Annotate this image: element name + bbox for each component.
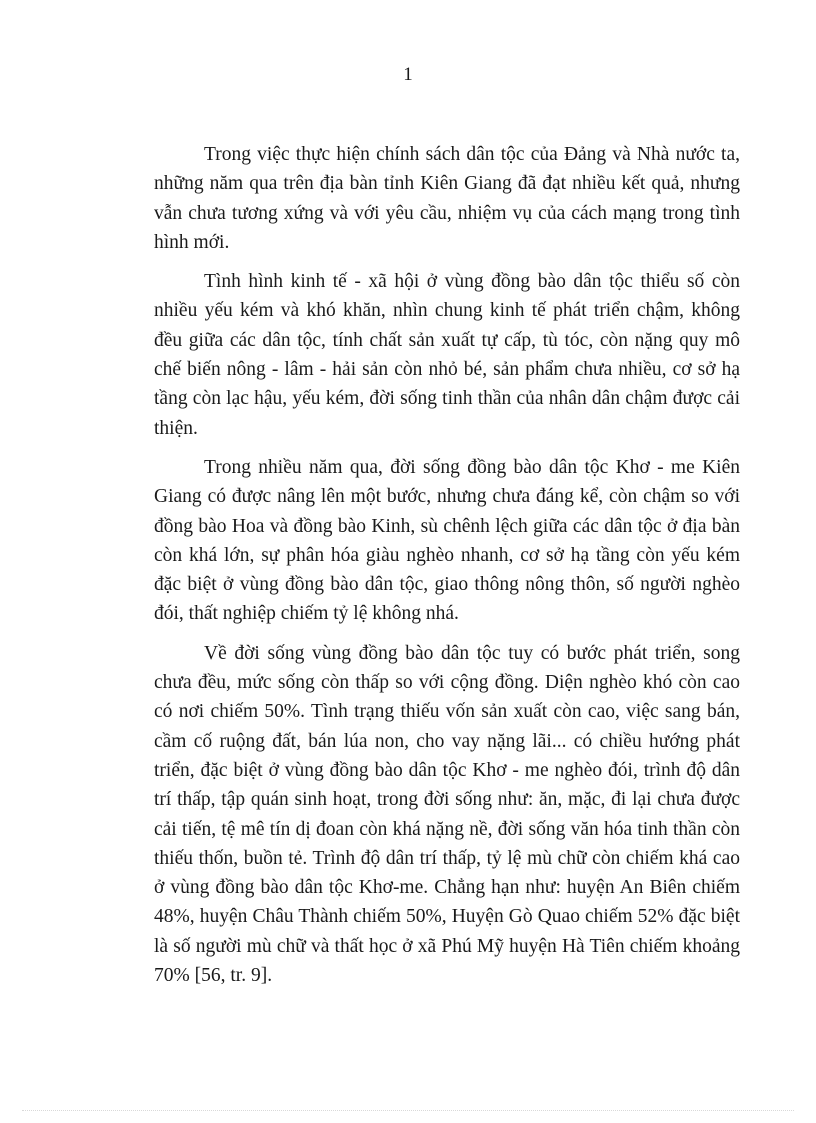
page-bottom-divider — [22, 1110, 794, 1111]
paragraph-2: Tình hình kinh tế - xã hội ở vùng đồng bào dân tộc thiểu số còn nhiều yếu kém và khó khăn, nhìn chung kinh tế phát triển chậm, không đều giữa các dân tộc, tính chất sản xuất tự cấp, tù tóc, còn nặng quy mô chế biến nông - lâm - hải sản còn nhỏ bé, sản phẩm chưa nhiều, cơ sở hạ tầng còn lạc hậu, yếu kém, đời sống tinh thần của nhân dân chậm được cải thiện. — [154, 271, 740, 439]
page-number: 1 — [403, 64, 413, 85]
document-body — [154, 140, 740, 1000]
paragraph-1: Trong việc thực hiện chính sách dân tộc của Đảng và Nhà nước ta, những năm qua trên địa bàn tỉnh Kiên Giang đã đạt nhiều kết quả, nhưng vẫn chưa tương xứng và với yêu cầu, nhiệm vụ của cách mạng trong tình hình mới. — [154, 144, 740, 253]
paragraph-4: Về đời sống vùng đồng bào dân tộc tuy có bước phát triển, song chưa đều, mức sống còn thấp so với cộng đồng. Diện nghèo khó còn cao có nơi chiếm 50%. Tình trạng thiếu vốn sản xuất còn cao, việc sang bán, cầm cố ruộng đất, bán lúa non, cho vay nặng lãi... có chiều hướng phát triển, đặc biệt ở vùng đồng bào dân tộc Khơ - me nghèo đói, trình độ dân trí thấp, tập quán sinh hoạt, trong đời sống như: ăn, mặc, đi lại chưa được cải tiến, tệ mê tín dị đoan còn khá nặng nề, đời sống văn hóa tinh thần còn thiếu thốn, buồn tẻ. Trình độ dân trí thấp, tỷ lệ mù chữ còn chiếm khá cao ở vùng đồng bào dân tộc Khơ-me. Chẳng hạn như: huyện An Biên chiếm 48%, huyện Châu Thành chiếm 50%, Huyện Gò Quao chiếm 52% đặc biệt là số người mù chữ và thất học ở xã Phú Mỹ huyện Hà Tiên chiếm khoảng 70% [56, tr. 9]. — [154, 642, 740, 987]
paragraph-3: Trong nhiều năm qua, đời sống đồng bào dân tộc Khơ - me Kiên Giang có được nâng lên một bước, nhưng chưa đáng kể, còn chậm so với đồng bào Hoa và đồng bào Kinh, sù chênh lệch giữa các dân tộc ở địa bàn còn khá lớn, sự phân hóa giàu nghèo nhanh, cơ sở hạ tầng còn yếu kém đặc biệt ở vùng đồng bào dân tộc, giao thông nông thôn, số người nghèo đói, thất nghiệp chiếm tỷ lệ không nhá. — [154, 456, 740, 625]
